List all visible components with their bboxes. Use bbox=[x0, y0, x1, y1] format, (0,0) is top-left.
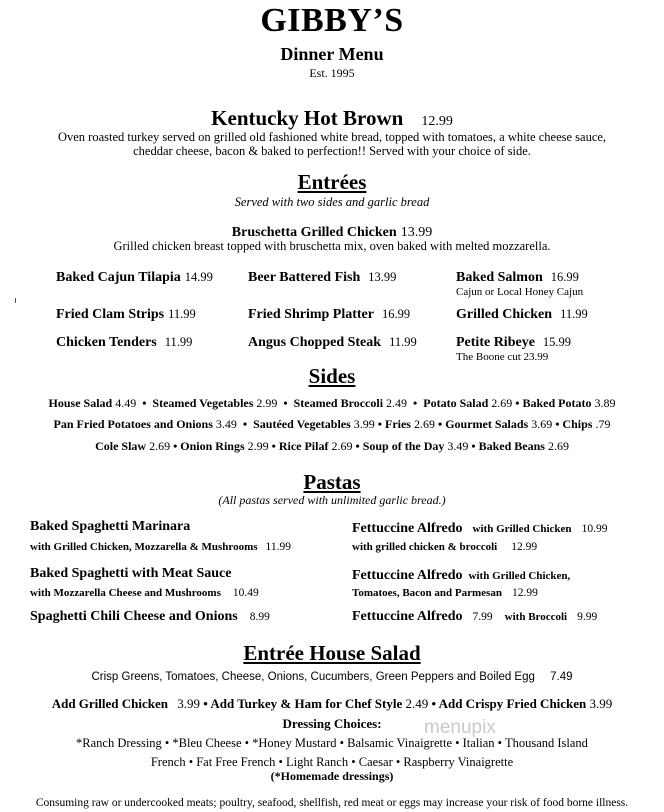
side-name: Gourmet Salads bbox=[445, 417, 529, 431]
established-label: Est. 1995 bbox=[309, 66, 355, 80]
entree-price: 16.99 bbox=[381, 307, 411, 321]
side-name: Cole Slaw bbox=[95, 439, 147, 453]
pasta-sub-text: Tomatoes, Bacon and Parmesan bbox=[352, 587, 502, 599]
entrees-heading: Entrées bbox=[297, 170, 367, 194]
side-name: House Salad bbox=[48, 396, 113, 410]
entree-item bbox=[456, 305, 588, 323]
pasta-alfredo3 bbox=[352, 607, 597, 625]
feature-desc-line1: Oven roasted turkey served on grilled old fashioned white bread, topped with tomatoes, a white cheese sauce, bbox=[57, 130, 607, 144]
side-name: Potato Salad bbox=[423, 396, 489, 410]
dressing-line2: French • Fat Free French • Light Ranch • Caesar • Raspberry Vinaigrette bbox=[150, 755, 514, 769]
addon-price: 2.49 bbox=[405, 696, 429, 711]
feature-heading bbox=[0, 106, 664, 131]
entree-price: 11.99 bbox=[560, 307, 588, 321]
sides-row: Pan Fried Potatoes and Onions 3.49 • Sautéed Vegetables 3.99 • Fries 2.69 • Gourmet Salads 3.69 • Chips .79 bbox=[53, 417, 611, 431]
entree-price: 14.99 bbox=[184, 270, 213, 284]
pasta-meat-sub bbox=[30, 583, 259, 601]
feature-name: Kentucky Hot Brown bbox=[211, 106, 404, 130]
side-name: Baked Beans bbox=[478, 439, 545, 453]
entree-item bbox=[456, 333, 571, 351]
entree-item bbox=[56, 333, 192, 351]
pasta-price: 8.99 bbox=[249, 611, 270, 623]
entree-name: Beer Battered Fish bbox=[248, 270, 361, 285]
side-price: 2.99 bbox=[247, 439, 269, 453]
entree-name: Fried Clam Strips bbox=[56, 307, 165, 322]
side-price: 3.49 bbox=[215, 417, 237, 431]
side-price: .79 bbox=[595, 417, 611, 431]
entree-price: 11.99 bbox=[164, 335, 193, 349]
pasta-name: Spaghetti Chili Cheese and Onions bbox=[30, 609, 238, 624]
entree-price: 16.99 bbox=[550, 270, 579, 284]
entree-name: Chicken Tenders bbox=[56, 335, 157, 350]
sides-row: House Salad 4.49 • Steamed Vegetables 2.99 • Steamed Broccoli 2.49 • Potato Salad 2.69 • Baked Potato 3.89 bbox=[48, 396, 616, 410]
pastas-note: (All pastas served with unlimited garlic bread.) bbox=[218, 493, 446, 507]
pasta-name: Fettuccine Alfredo bbox=[352, 521, 463, 536]
pasta-price: 9.99 bbox=[577, 611, 598, 623]
side-price: 2.99 bbox=[256, 396, 278, 410]
restaurant-title: GIBBY’S bbox=[260, 2, 404, 39]
side-price: 2.69 bbox=[491, 396, 513, 410]
pasta-option: with Grilled Chicken, bbox=[468, 570, 571, 582]
addon-price: 3.99 bbox=[177, 696, 200, 711]
entree-item bbox=[248, 333, 417, 351]
pasta-chili bbox=[30, 607, 270, 625]
dressing-note: (*Homemade dressings) bbox=[270, 769, 394, 783]
side-name: Soup of the Day bbox=[362, 439, 445, 453]
side-name: Steamed Broccoli bbox=[293, 396, 384, 410]
side-name: Pan Fried Potatoes and Onions bbox=[53, 417, 213, 431]
pasta-sub-text: with Mozzarella Cheese and Mushrooms bbox=[30, 587, 221, 599]
entree-price: 13.99 bbox=[368, 270, 397, 284]
entree-item bbox=[456, 268, 579, 286]
pasta-marinara-name: Baked Spaghetti Marinara bbox=[30, 519, 191, 534]
pasta-alfredo1 bbox=[352, 519, 607, 537]
special-name: Bruschetta Grilled Chicken bbox=[231, 225, 397, 240]
side-name: Steamed Vegetables bbox=[152, 396, 254, 410]
sides-heading: Sides bbox=[308, 364, 356, 388]
side-name: Sautéed Vegetables bbox=[253, 417, 351, 431]
addon-name: Add Grilled Chicken bbox=[51, 696, 168, 711]
salad-desc-text: Crisp Greens, Tomatoes, Cheese, Onions, Cucumbers, Green Peppers and Boiled Egg bbox=[91, 671, 535, 683]
special-desc: Grilled chicken breast topped with bruschetta mix, oven baked with melted mozzarella. bbox=[113, 239, 551, 253]
pasta-price: 12.99 bbox=[511, 587, 538, 599]
salad-addons: Add Grilled Chicken 3.99 • Add Turkey & Ham for Chef Style 2.49 • Add Crispy Fried Chicken 3.99 bbox=[51, 696, 613, 711]
pasta-meat-name: Baked Spaghetti with Meat Sauce bbox=[30, 566, 232, 581]
dressing-line1: *Ranch Dressing • *Bleu Cheese • *Honey Mustard • Balsamic Vinaigrette • Italian • Thousand Island bbox=[76, 736, 588, 750]
side-price: 3.69 bbox=[531, 417, 553, 431]
side-price: 3.89 bbox=[594, 396, 616, 410]
pasta-sub-text: with Grilled Chicken, Mozzarella & Mushrooms bbox=[30, 541, 258, 553]
pasta-alfredo1-sub bbox=[352, 537, 537, 555]
pasta-price: 10.99 bbox=[581, 523, 608, 535]
special-price: 13.99 bbox=[400, 225, 433, 240]
entree-item bbox=[248, 268, 396, 286]
entree-price: 11.99 bbox=[168, 307, 196, 321]
entree-note: Cajun or Local Honey Cajun bbox=[456, 286, 584, 298]
menu-subtitle: Dinner Menu bbox=[280, 44, 384, 64]
addon-price: 3.99 bbox=[589, 696, 613, 711]
entree-price: 11.99 bbox=[389, 335, 417, 349]
salad-price: 7.49 bbox=[550, 671, 573, 683]
entree-item bbox=[56, 305, 196, 323]
entree-name: Fried Shrimp Platter bbox=[248, 307, 374, 322]
dressing-heading: Dressing Choices: bbox=[282, 716, 382, 731]
side-price: 3.49 bbox=[447, 439, 469, 453]
side-name: Rice Pilaf bbox=[278, 439, 329, 453]
side-name: Chips bbox=[562, 417, 593, 431]
addon-name: Add Turkey & Ham for Chef Style bbox=[210, 696, 403, 711]
pasta-option: with Grilled Chicken bbox=[472, 523, 572, 535]
side-name: Fries bbox=[384, 417, 411, 431]
pasta-name: Fettuccine Alfredo bbox=[352, 568, 463, 583]
side-name: Onion Rings bbox=[180, 439, 245, 453]
side-price: 2.69 bbox=[547, 439, 569, 453]
watermark: menupix bbox=[424, 717, 496, 738]
margin-mark bbox=[15, 298, 16, 303]
entree-note: The Boone cut 23.99 bbox=[456, 351, 549, 363]
pastas-heading: Pastas bbox=[303, 470, 361, 494]
pasta-price: 7.99 bbox=[472, 611, 493, 623]
pasta-alfredo2-sub bbox=[352, 583, 538, 601]
house-salad-desc bbox=[0, 671, 664, 683]
addon-name: Add Crispy Fried Chicken bbox=[438, 696, 587, 711]
side-price: 3.99 bbox=[353, 417, 375, 431]
entrees-note: Served with two sides and garlic bread bbox=[234, 195, 430, 209]
entree-name: Petite Ribeye bbox=[456, 335, 535, 350]
pasta-price: 10.49 bbox=[232, 587, 259, 599]
side-price: 4.49 bbox=[115, 396, 137, 410]
feature-price: 12.99 bbox=[421, 114, 453, 129]
side-price: 2.49 bbox=[386, 396, 408, 410]
entree-name: Baked Salmon bbox=[456, 270, 543, 285]
side-price: 2.69 bbox=[331, 439, 353, 453]
pasta-alfredo2 bbox=[352, 566, 570, 584]
feature-desc-line2: cheddar cheese, bacon & baked to perfection!! Served with your choice of side. bbox=[133, 144, 531, 158]
pasta-name: Fettuccine Alfredo bbox=[352, 609, 463, 624]
entree-name: Baked Cajun Tilapia bbox=[56, 270, 181, 285]
house-salad-heading: Entrée House Salad bbox=[243, 641, 421, 665]
entree-name: Grilled Chicken bbox=[456, 307, 553, 322]
pasta-option: with Broccoli bbox=[504, 611, 568, 623]
food-safety-disclaimer: Consuming raw or undercooked meats; poultry, seafood, shellfish, red meat or eggs may increase your risk of food borne illness. bbox=[35, 797, 629, 809]
entree-item bbox=[248, 305, 410, 323]
side-price: 2.69 bbox=[413, 417, 435, 431]
side-name: Baked Potato bbox=[522, 396, 592, 410]
side-price: 2.69 bbox=[149, 439, 171, 453]
entree-name: Angus Chopped Steak bbox=[248, 335, 382, 350]
sides-row: Cole Slaw 2.69 • Onion Rings 2.99 • Rice Pilaf 2.69 • Soup of the Day 3.49 • Baked Beans 2.69 bbox=[95, 439, 569, 453]
entree-item bbox=[56, 268, 213, 286]
pasta-marinara-sub bbox=[30, 537, 291, 555]
pasta-price: 11.99 bbox=[265, 541, 291, 553]
entree-price: 15.99 bbox=[542, 335, 572, 349]
pasta-price: 12.99 bbox=[511, 541, 538, 553]
pasta-sub-text: with grilled chicken & broccoli bbox=[352, 541, 498, 553]
